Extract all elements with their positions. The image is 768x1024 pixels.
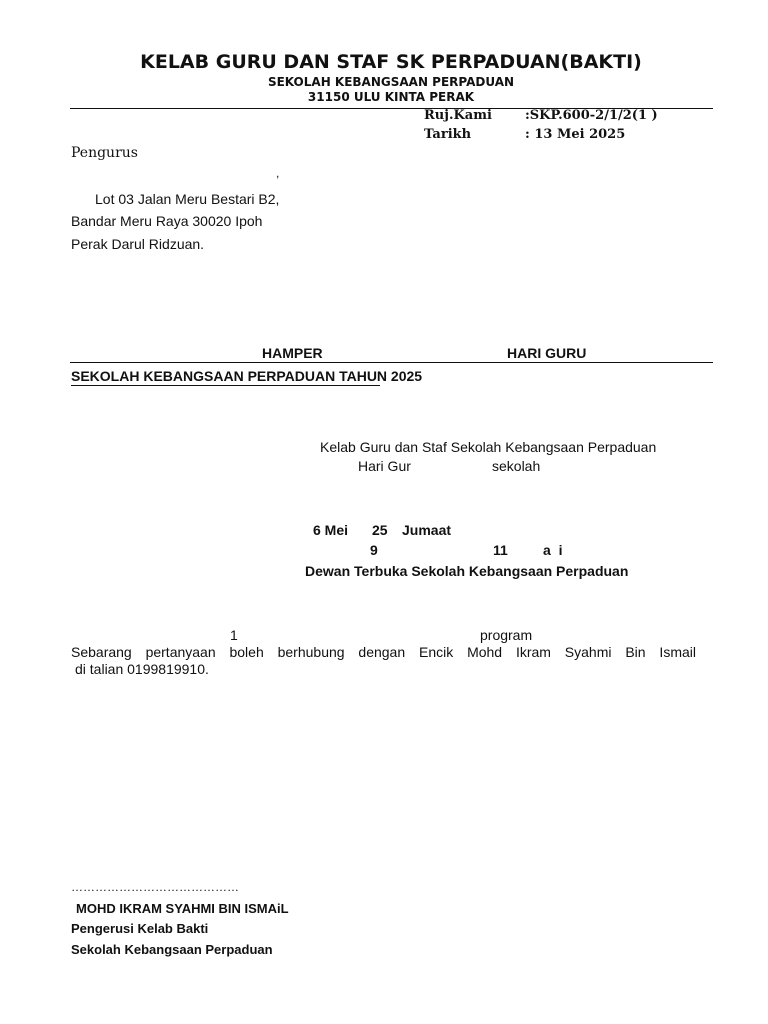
signature-dots: …………………………………… [71, 880, 239, 894]
intro-sekolah: sekolah [492, 458, 541, 474]
signatory-name: MOHD IKRAM SYAHMI BIN ISMAiL [76, 901, 289, 916]
ref-value: :SKP.600-2/1/2(1 ) [525, 108, 658, 123]
intro-line-1: Kelab Guru dan Staf Sekolah Kebangsaan Perpaduan [320, 439, 657, 455]
ref-label: Ruj.Kami [424, 108, 492, 123]
recipient-comma: , [276, 166, 280, 180]
recipient-title: Pengurus [71, 145, 138, 161]
subject-line-2: SEKOLAH KEBANGSAAN PERPADUAN TAHUN 2025 [71, 368, 423, 384]
paragraph-program: program [480, 627, 533, 643]
recipient-address-line-2: Bandar Meru Raya 30020 Ipoh [71, 213, 263, 229]
event-date-year: 25 [372, 522, 388, 538]
recipient-address-line-1: Lot 03 Jalan Meru Bestari B2, [95, 191, 280, 207]
recipient-address-line-3: Perak Darul Ridzuan. [71, 236, 205, 252]
letterhead-title: KELAB GURU DAN STAF SK PERPADUAN(BAKTI) [140, 51, 642, 73]
event-venue: Dewan Terbuka Sekolah Kebangsaan Perpaduan [305, 563, 629, 579]
signatory-school: Sekolah Kebangsaan Perpaduan [71, 942, 273, 957]
event-date-day: 6 Mei [313, 522, 349, 538]
intro-hari-guru: Hari Gur [358, 458, 411, 474]
subject-line-2-underline [71, 385, 380, 386]
letterhead-school: SEKOLAH KEBANGSAAN PERPADUAN [267, 75, 515, 89]
subject-hamper: HAMPER [262, 345, 323, 361]
event-time-suffix: a i [543, 542, 563, 558]
event-weekday: Jumaat [402, 522, 452, 538]
subject-hari-guru: HARI GURU [507, 345, 587, 361]
signatory-position: Pengerusi Kelab Bakti [71, 921, 209, 936]
event-time-start: 9 [370, 542, 378, 558]
event-time-end: 11 [493, 542, 508, 558]
paragraph-number: 1 [230, 627, 238, 643]
date-label: Tarikh [424, 127, 472, 142]
contact-line-2: di talian 0199819910. [75, 661, 209, 677]
contact-line-1: Sebarang pertanyaan boleh berhubung dengan Encik Mohd Ikram Syahmi Bin Ismail [71, 644, 696, 660]
letterhead-address: 31150 ULU KINTA PERAK [307, 90, 475, 104]
subject-rule [70, 362, 713, 363]
date-value: : 13 Mei 2025 [525, 127, 626, 142]
